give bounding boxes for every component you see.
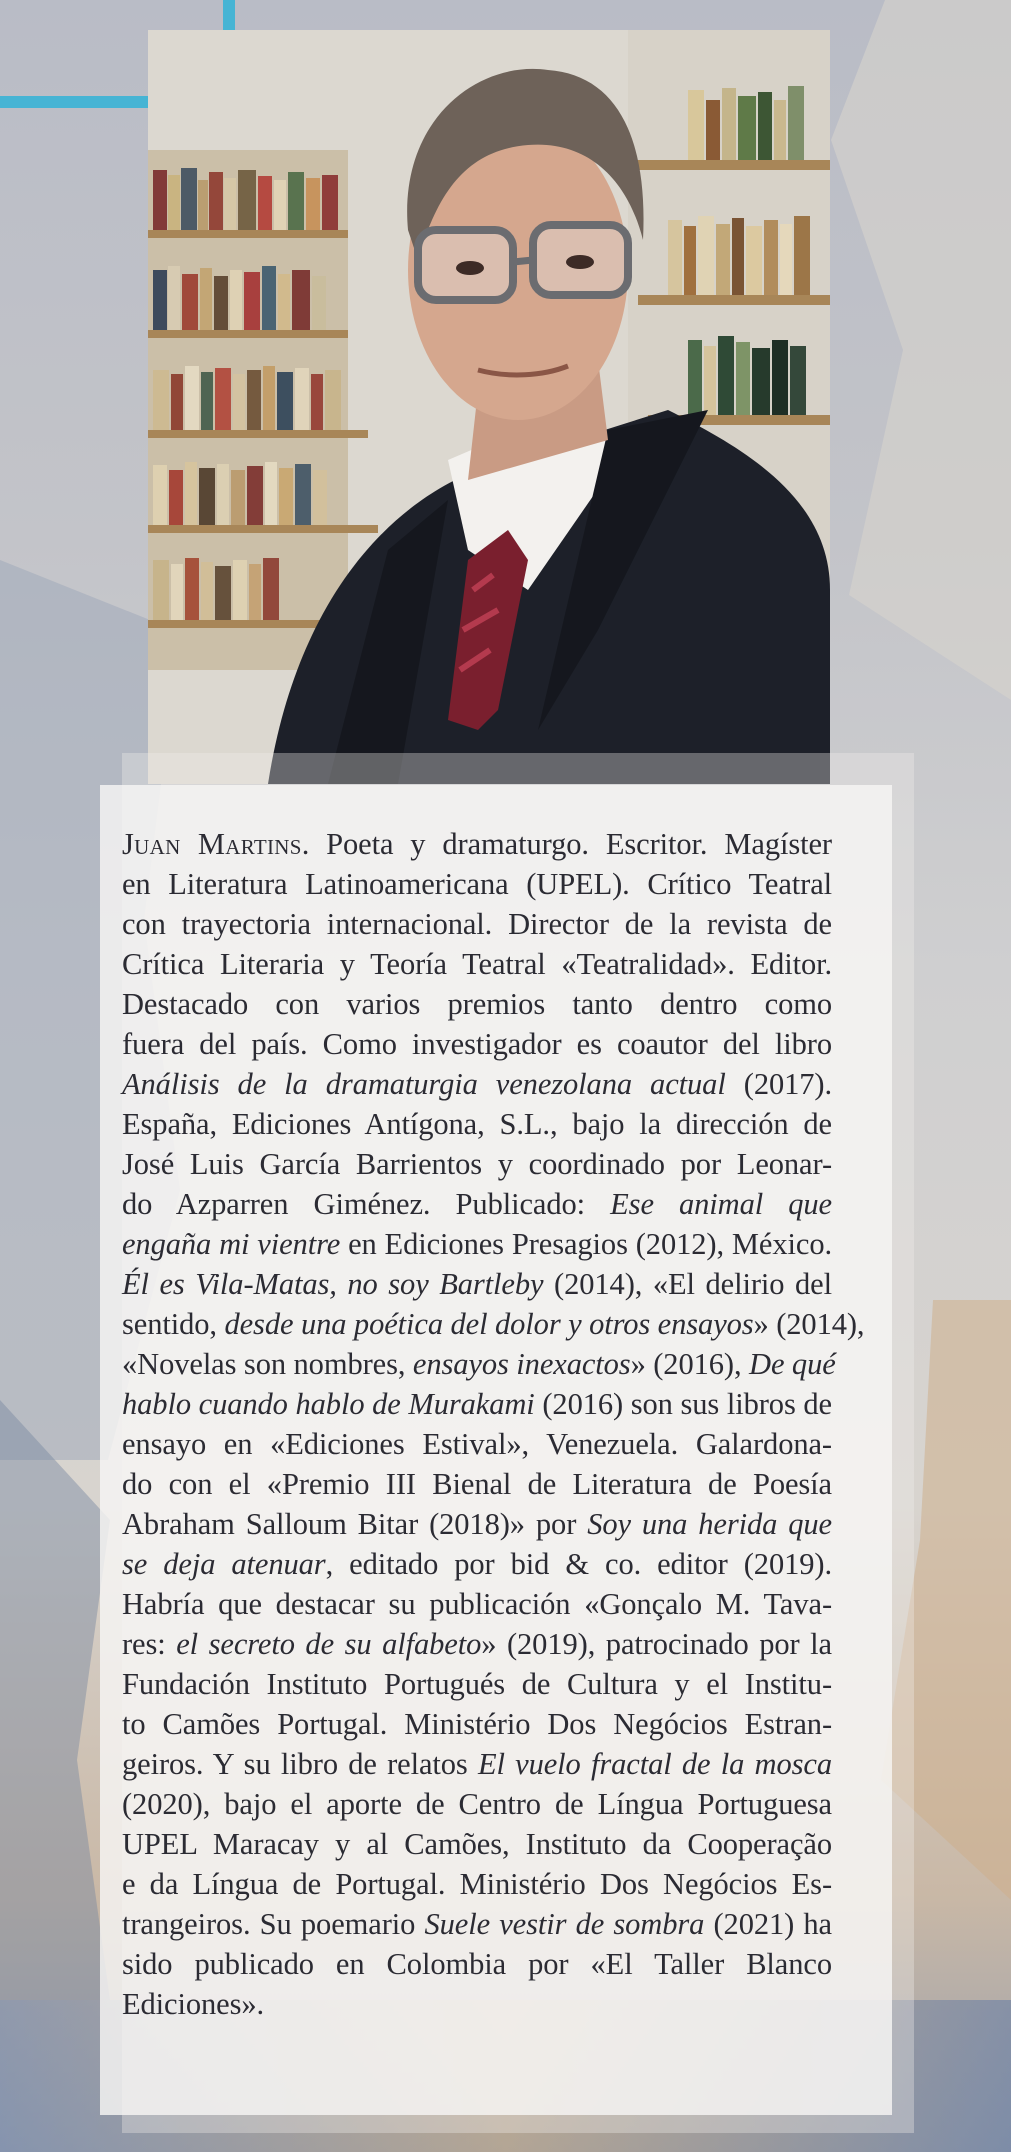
bio-text: en Ediciones Presagios (2012), México.	[340, 1227, 832, 1261]
bio-line	[122, 1664, 832, 1704]
bio-line	[122, 1224, 832, 1264]
bio-line	[122, 1824, 832, 1864]
bio-line	[122, 1544, 832, 1584]
background-shape	[831, 0, 1011, 700]
author-portrait	[148, 30, 830, 784]
bio-text: (2017).	[725, 1067, 832, 1101]
bio-text: UPEL Maracay y al Camões, Instituto da Cooperação	[122, 1827, 832, 1861]
bio-line	[122, 1304, 865, 1344]
bio-text: (2014), «El delirio del	[543, 1267, 832, 1301]
bio-line	[122, 904, 832, 944]
bio-line	[122, 1024, 832, 1064]
bio-line	[122, 984, 832, 1024]
book-title: Suele vestir de sombra	[424, 1907, 705, 1941]
bio-text: sido publicado en Colombia por «El Taller Blanco	[122, 1947, 832, 1981]
bio-text: sentido,	[122, 1307, 225, 1341]
book-title: Ese animal que	[610, 1187, 832, 1221]
bio-line	[122, 1584, 832, 1624]
bio-line	[122, 864, 832, 904]
bio-line	[122, 1744, 832, 1784]
author-biography	[122, 824, 865, 2024]
book-title: Soy una herida que	[587, 1507, 832, 1541]
bio-line	[122, 1904, 832, 1944]
book-title: El vuelo fractal de la mosca	[477, 1747, 832, 1781]
bio-line	[122, 1704, 832, 1744]
bio-line	[122, 1504, 832, 1544]
bio-text: . Poeta y dramaturgo. Escritor. Magíster	[301, 827, 832, 861]
book-title: desde una poética del dolor y otros ensayos	[224, 1307, 754, 1341]
bio-text: do Azparren Giménez. Publicado:	[122, 1187, 611, 1221]
bio-text: res:	[122, 1627, 177, 1661]
bio-text: Ediciones».	[122, 1987, 265, 2021]
bio-text: España, Ediciones Antígona, S.L., bajo la dirección de	[122, 1107, 832, 1141]
book-title: Él es Vila-Matas, no soy Bartleby	[122, 1267, 544, 1301]
bio-text: geiros. Y su libro de relatos	[122, 1747, 478, 1781]
book-title: ensayos inexactos	[412, 1347, 631, 1381]
bio-text: to Camões Portugal. Ministério Dos Negócios Estran-	[122, 1707, 832, 1741]
bio-text: trangeiros. Su poemario	[122, 1907, 425, 1941]
author-name: Juan Martins	[122, 827, 302, 861]
bio-text: do con el «Premio III Bienal de Literatura de Poesía	[122, 1467, 832, 1501]
bio-line	[122, 1384, 832, 1424]
bio-text: «Novelas son nombres,	[122, 1347, 413, 1381]
bio-line	[122, 1144, 832, 1184]
bio-text: (2021) ha	[704, 1907, 832, 1941]
bio-text: ensayo en «Ediciones Estival», Venezuela. Galardona-	[122, 1427, 832, 1461]
bio-line	[122, 1264, 832, 1304]
bio-text: , editado por bid & co. editor (2019).	[325, 1547, 832, 1581]
bio-text: e da Língua de Portugal. Ministério Dos Negócios Es-	[122, 1867, 832, 1901]
bio-text: en Literatura Latinoamericana (UPEL). Crítico Teatral	[122, 867, 832, 901]
bio-text: (2016) son sus libros de	[534, 1387, 832, 1421]
bio-line	[122, 1784, 832, 1824]
book-title: el secreto de su alfabeto	[176, 1627, 482, 1661]
bio-line	[122, 1464, 832, 1504]
book-title: Análisis de la dramaturgia venezolana actual	[122, 1067, 726, 1101]
bio-line	[122, 1064, 832, 1104]
book-title: De qué	[749, 1347, 836, 1381]
bio-line	[122, 1184, 832, 1224]
book-title: engaña mi vientre	[122, 1227, 341, 1261]
bio-text: Habría que destacar su publicación «Gonçalo M. Tava-	[122, 1587, 832, 1621]
bio-text: » (2016),	[630, 1347, 750, 1381]
author-portrait-icon	[148, 30, 830, 784]
bio-line	[122, 1864, 832, 1904]
bio-text: con trayectoria internacional. Director de la revista de	[122, 907, 832, 941]
bio-text: Crítica Literaria y Teoría Teatral «Teatralidad». Editor.	[122, 947, 832, 981]
bio-line	[122, 1624, 832, 1664]
background-shape	[0, 1400, 110, 2000]
bio-line	[122, 824, 832, 864]
bio-line	[122, 1104, 832, 1144]
bio-text: » (2019), patrocinado por la	[481, 1627, 832, 1661]
bio-text: (2020), bajo el aporte de Centro de Língua Portuguesa	[122, 1787, 832, 1821]
bio-line	[122, 1984, 832, 2024]
bio-text: José Luis García Barrientos y coordinado por Leonar-	[122, 1147, 832, 1181]
bio-line	[122, 1424, 832, 1464]
bio-text: Fundación Instituto Portugués de Cultura y el Institu-	[122, 1667, 832, 1701]
bio-text: fuera del país. Como investigador es coautor del libro	[122, 1027, 832, 1061]
bio-line	[122, 944, 832, 984]
bio-line	[122, 1344, 836, 1384]
book-title: hablo cuando hablo de Murakami	[122, 1387, 535, 1421]
bio-text: » (2014),	[753, 1307, 865, 1341]
bio-text: Abraham Salloum Bitar (2018)» por	[122, 1507, 588, 1541]
book-title: se deja atenuar	[122, 1547, 326, 1581]
bio-line	[122, 1944, 832, 1984]
bio-text: Destacado con varios premios tanto dentro como	[122, 987, 832, 1021]
